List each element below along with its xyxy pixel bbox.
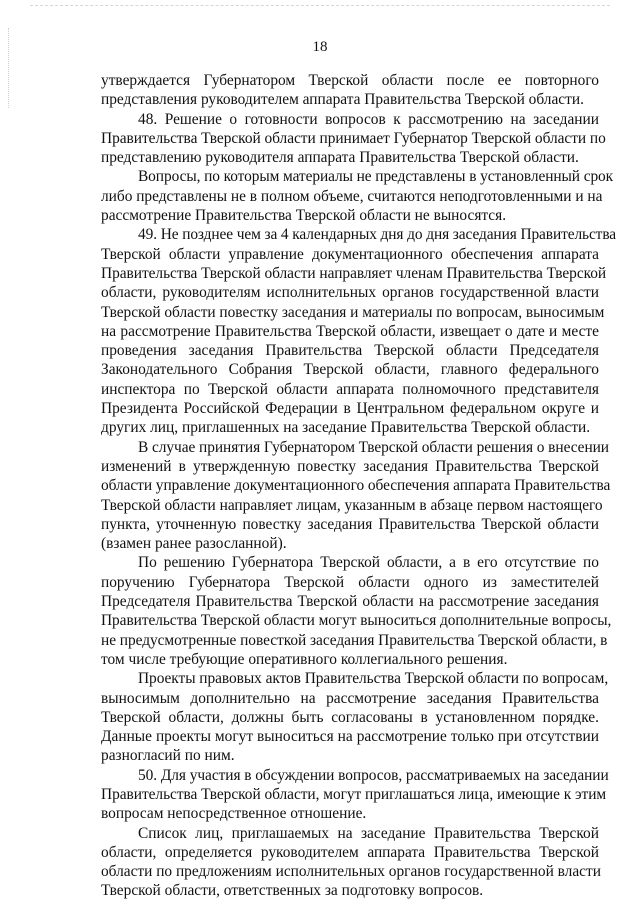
text-line: представления руководителем аппарата Правительства Тверской области.: [101, 91, 584, 109]
text-line: 50. Для участия в обсуждении вопросов, рассматриваемых на заседании: [138, 766, 609, 784]
page-number: 18: [312, 39, 328, 55]
text-line: области, руководителям исполнительных органов государственной власти: [101, 284, 599, 302]
text-line: Данные проекты могут выноситься на рассмотрение только при отсутствии: [101, 728, 599, 746]
text-line: либо представлены не в полном объеме, считаются неподготовленными и на: [101, 187, 603, 205]
text-line: проведения заседания Правительства Тверской области Председателя: [101, 342, 599, 360]
paragraph: [101, 553, 612, 669]
paragraph: [101, 167, 614, 225]
text-line: Правительства Тверской области принимает Губернатор Тверской области по: [101, 129, 606, 147]
text-line: Тверской области направляет лицам, указанным в абзаце первом настоящего: [101, 496, 603, 514]
document-body: [101, 71, 617, 901]
text-line: Председателя Правительства Тверской области на рассмотрение заседания: [101, 593, 599, 611]
text-line: Тверской области управление документационного обеспечения аппарата: [101, 245, 599, 263]
text-line: Тверской области повестку заседания и материалы по вопросам, выносимым: [101, 303, 605, 321]
text-line: Вопросы, по которым материалы не представлены в установленный срок: [138, 168, 614, 186]
text-line: Правительства Тверской области могут выноситься дополнительные вопросы,: [101, 612, 612, 630]
text-line: пункта, уточненную повестку заседания Правительства Тверской области: [101, 515, 599, 533]
text-line: Правительства Тверской области направляет членам Правительства Тверской: [101, 264, 607, 282]
text-line: области, определяется руководителем аппарата Правительства Тверской: [101, 843, 599, 861]
text-line: По решению Губернатора Тверской области, а в его отсутствие по: [138, 554, 599, 572]
text-line: вопросам непосредственное отношение.: [101, 805, 367, 823]
text-line: Тверской области, должны быть согласованы в установленном порядке.: [101, 708, 599, 726]
paragraph: [101, 766, 609, 824]
paragraph: [101, 71, 599, 110]
text-line: других лиц, приглашенных на заседание Правительства Тверской области.: [101, 419, 591, 437]
text-line: Законодательного Собрания Тверской области, главного федерального: [101, 361, 599, 379]
paragraph: [101, 225, 617, 437]
paragraph: [101, 824, 599, 901]
text-line: утверждается Губернатором Тверской области после ее повторного: [101, 72, 599, 89]
text-line: Тверской области, ответственных за подготовку вопросов.: [101, 882, 484, 900]
text-line: инспектора по Тверской области аппарата полномочного представителя: [101, 380, 599, 398]
scan-edge-top: [30, 5, 610, 6]
text-line: области по предложениям исполнительных органов государственной власти: [101, 863, 601, 881]
text-line: на рассмотрение Правительства Тверской области, извещает о дате и месте: [101, 322, 599, 340]
paragraph: [101, 669, 609, 765]
text-line: изменений в утвержденную повестку заседания Правительства Тверской: [101, 457, 599, 475]
text-line: Правительства Тверской области, могут приглашаться лица, имеющие к этим: [101, 785, 607, 803]
text-line: не предусмотренные повесткой заседания Правительства Тверской области, в: [101, 631, 608, 649]
paragraph: [101, 110, 606, 168]
text-line: 48. Решение о готовности вопросов к рассмотрению на заседании: [138, 110, 599, 128]
text-line: В случае принятия Губернатором Тверской области решения о внесении: [138, 438, 609, 456]
text-line: разногласий по ним.: [101, 747, 235, 765]
text-line: том числе требующие оперативного коллегиального решения.: [101, 650, 508, 668]
text-line: рассмотрение Правительства Тверской области не выносятся.: [101, 207, 507, 225]
text-line: 49. Не позднее чем за 4 календарных дня до дня заседания Правительства: [138, 226, 617, 244]
text-line: Президента Российской Федерации в Центральном федеральном округе и: [101, 400, 599, 418]
text-line: выносимым дополнительно на рассмотрение заседания Правительства: [101, 689, 599, 707]
text-line: Проекты правовых актов Правительства Тверской области по вопросам,: [138, 670, 609, 688]
text-line: Список лиц, приглашаемых на заседание Правительства Тверской: [138, 824, 599, 842]
text-line: представлению руководителя аппарата Правительства Тверской области.: [101, 149, 579, 167]
text-line: области управление документационного обеспечения аппарата Правительства: [101, 477, 611, 495]
text-line: (взамен ранее разосланной).: [101, 535, 287, 553]
text-line: поручению Губернатора Тверской области одного из заместителей: [101, 573, 599, 591]
paragraph: [101, 438, 611, 554]
